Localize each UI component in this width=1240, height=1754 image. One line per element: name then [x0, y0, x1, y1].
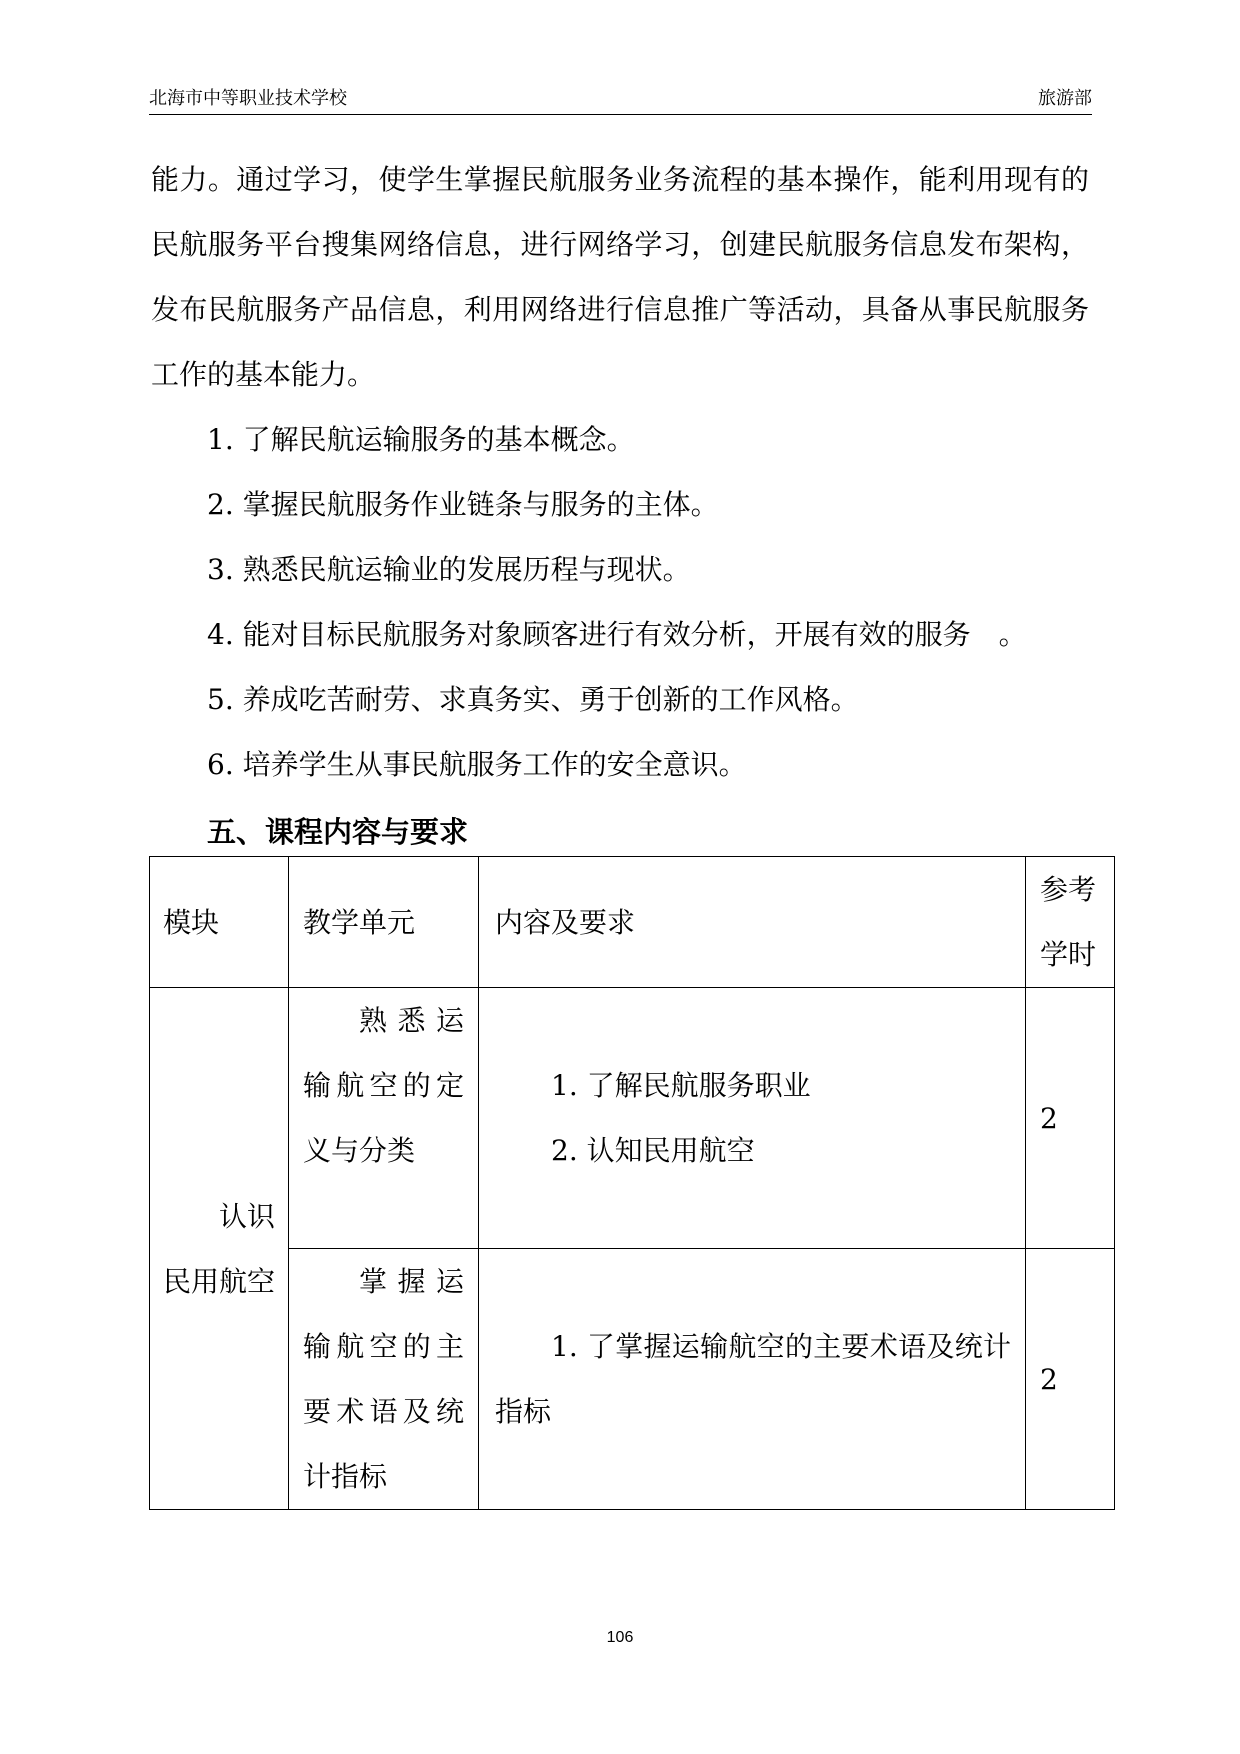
- paragraph-line: 能力。通过学习，使学生掌握民航服务业务流程的基本操作，能利用现有的: [151, 163, 1089, 196]
- section-heading: 五、课程内容与要求: [207, 815, 469, 849]
- content-item: 1. 了解民航服务职业: [551, 1069, 811, 1102]
- hours-cell: 2: [1026, 1249, 1115, 1510]
- header-hours: 参考学时: [1026, 857, 1115, 988]
- body-text: [151, 147, 1089, 797]
- content-cell: [479, 988, 1026, 1249]
- department-name: 旅游部: [1038, 88, 1092, 109]
- header-module: 模块: [150, 857, 289, 988]
- header-content: 内容及要求: [479, 857, 1026, 988]
- table-row: [150, 988, 1115, 1249]
- objective-item: 1. 了解民航运输服务的基本概念。: [207, 423, 635, 456]
- header-unit: 教学单元: [289, 857, 479, 988]
- unit-cell: 掌握运输航空的主要术语及统计指标: [289, 1249, 479, 1510]
- paragraph-line: 民航服务平台搜集网络信息，进行网络学习，创建民航服务信息发布架构，: [151, 228, 1089, 261]
- objective-item: 2. 掌握民航服务作业链条与服务的主体。: [207, 488, 719, 521]
- objective-item: 5. 养成吃苦耐劳、求真务实、勇于创新的工作风格。: [207, 683, 859, 716]
- content-item: 1. 了掌握运输航空的主要术语及统计指标: [495, 1330, 1011, 1428]
- objective-item: 6. 培养学生从事民航服务工作的安全意识。: [207, 748, 747, 781]
- paragraph-line: 发布民航服务产品信息，利用网络进行信息推广等活动，具备从事民航服务: [151, 293, 1089, 326]
- objective-item: 4. 能对目标民航服务对象顾客进行有效分析，开展有效的服务 。: [207, 618, 1027, 651]
- paragraph-line: 工作的基本能力。: [151, 358, 376, 391]
- content-item: 2. 认知民用航空: [551, 1134, 755, 1167]
- page-number: 106: [606, 1629, 634, 1646]
- table-row: [150, 1249, 1115, 1510]
- objective-item: 3. 熟悉民航运输业的发展历程与现状。: [207, 553, 691, 586]
- content-cell: [479, 1249, 1026, 1510]
- unit-cell: 熟悉运输航空的定义与分类: [289, 988, 479, 1249]
- module-name: 认识民用航空: [163, 1199, 276, 1298]
- school-name: 北海市中等职业技术学校: [149, 88, 347, 109]
- page-header: [149, 84, 1092, 115]
- module-cell: [150, 988, 289, 1510]
- hours-cell: 2: [1026, 988, 1115, 1249]
- table-header-row: [150, 857, 1115, 988]
- course-content-table: [149, 856, 1115, 1510]
